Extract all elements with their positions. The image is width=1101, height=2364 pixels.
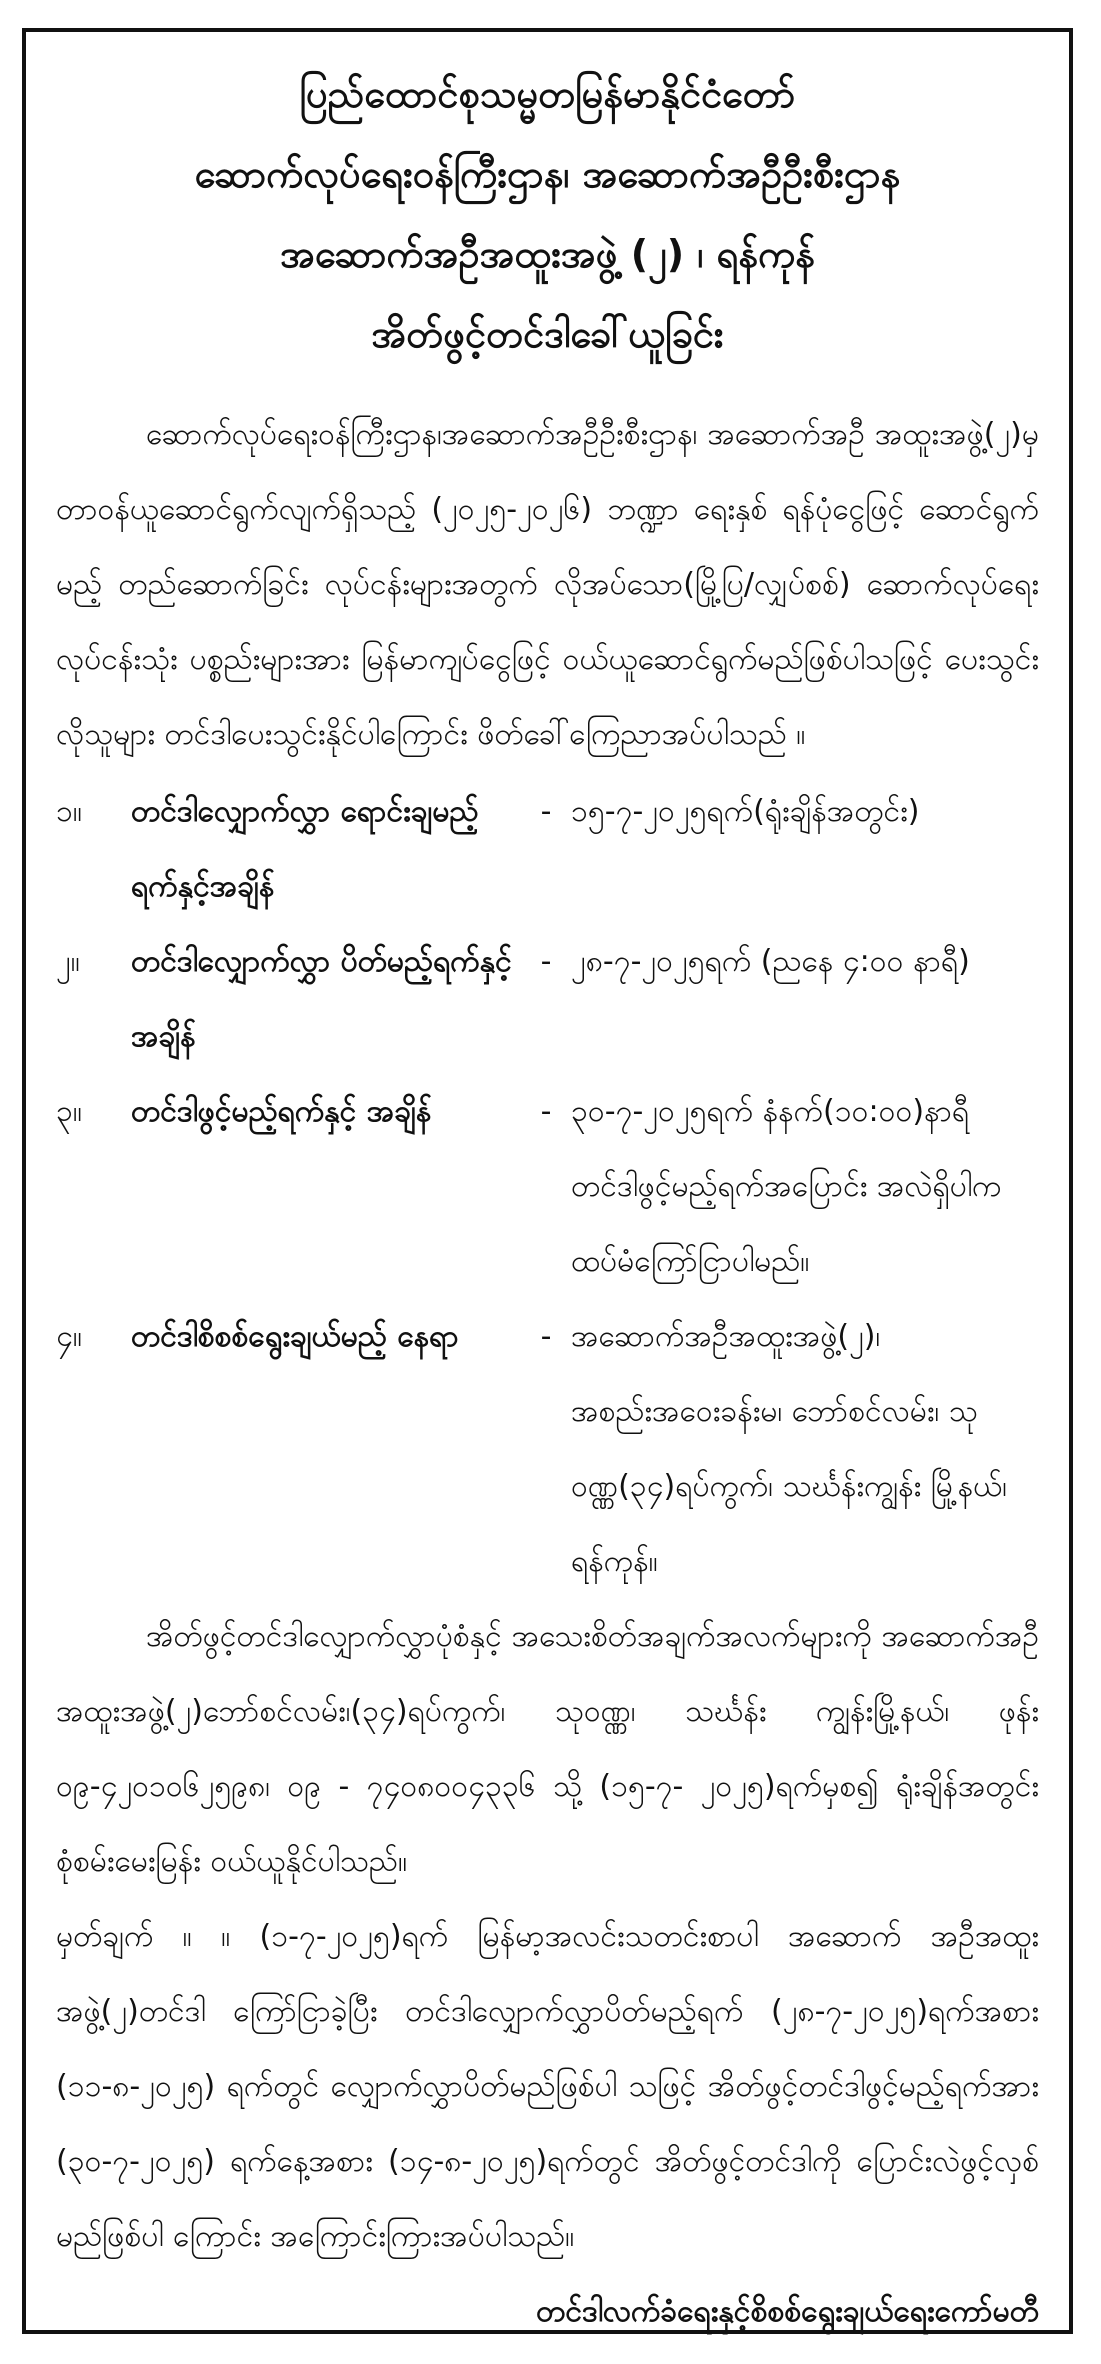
header-line-2: ဆောက်လုပ်ရေးဝန်ကြီးဌာန၊ အဆောက်အဦဦးစီးဌာန bbox=[194, 152, 901, 196]
item-value: အဆောက်အဦအထူးအဖွဲ့(၂)၊ အစည်းအဝေးခန်းမ၊ ဘော်စင်လမ်း၊ သုဝဏ္ဏ(၃၄)ရပ်ကွက်၊ သင်္ဃန်းကျွန်း မြို့နယ်၊ ရန်ကုန်။ bbox=[571, 1319, 1007, 1579]
notice-frame bbox=[22, 28, 1073, 2334]
item-dash: - bbox=[540, 1094, 552, 1129]
schedule-item bbox=[56, 1299, 1039, 1599]
remark-paragraph: မှတ်ချက် ။ ။ (၁-၇-၂၀၂၅)ရက် မြန်မာ့အလင်းသတင်းစာပါ အဆောက် အဦအထူးအဖွဲ့(၂)တင်ဒါ ကြော်ငြာခဲ့ပြီး တင်ဒါလျှောက်လွှာပိတ်မည့်ရက် (၂၈-၇-၂၀၂၅)ရက်အစား (၁၁-၈-၂၀၂၅) ရက်တွင် လျှောက်လွှာပိတ်မည်ဖြစ်ပါ သဖြင့် အိတ်ဖွင့်တင်ဒါဖွင့်မည့်ရက်အား (၃၀-၇-၂၀၂၅) ရက်နေ့အစား (၁၄-၈-၂၀၂၅)ရက်တွင် အိတ်ဖွင့်တင်ဒါကို ပြောင်းလဲဖွင့်လှစ်မည်ဖြစ်ပါ ကြောင်း အကြောင်းကြားအပ်ပါသည်။ bbox=[56, 1919, 1039, 2254]
item-dash: - bbox=[540, 944, 552, 979]
item-label: တင်ဒါလျှောက်လွှာ ပိတ်မည့်ရက်နှင့်အချိန် bbox=[131, 944, 512, 1054]
schedule-item bbox=[56, 1074, 1039, 1299]
item-number: ၁။ bbox=[56, 794, 82, 829]
tender-schedule-list bbox=[56, 774, 1039, 1599]
schedule-item bbox=[56, 774, 1039, 924]
contact-paragraph bbox=[56, 1599, 1039, 1899]
item-label: တင်ဒါလျှောက်လွှာ ရောင်းချမည့်ရက်နှင့်အချိန် bbox=[131, 794, 479, 904]
item-label: တင်ဒါဖွင့်မည့်ရက်နှင့် အချိန် bbox=[131, 1094, 432, 1129]
schedule-item bbox=[56, 924, 1039, 1074]
item-label: တင်ဒါစိစစ်ရွေးချယ်မည့် နေရာ bbox=[131, 1319, 459, 1354]
item-number: ၂။ bbox=[56, 944, 80, 979]
item-number: ၄။ bbox=[56, 1319, 82, 1354]
item-value: ၂၈-၇-၂၀၂၅ရက် (ညနေ ၄:၀၀ နာရီ) bbox=[571, 944, 970, 979]
item-dash: - bbox=[540, 794, 552, 829]
item-value: ၁၅-၇-၂၀၂၅ရက်(ရုံးချိန်အတွင်း) bbox=[571, 794, 920, 829]
contact-text: အိတ်ဖွင့်တင်ဒါလျှောက်လွှာပုံစံနှင့် အသေးစိတ်အချက်အလက်များကို အဆောက်အဦအထူးအဖွဲ့(၂)ဘော်စင်လမ်း၊(၃၄)ရပ်ကွက်၊ သုဝဏ္ဏ၊ သင်္ဃန်း ကျွန်းမြို့နယ်၊ ဖုန်း ၀၉-၄၂၀၁၀၆၂၅၉၈၊ ၀၉ - ၇၄၀၈၀၀၄၃၃၆ သို့ (၁၅-၇- ၂၀၂၅)ရက်မှစ၍ ရုံးချိန်အတွင်း စုံစမ်းမေးမြန်း ဝယ်ယူနိုင်ပါသည်။ bbox=[56, 1619, 1039, 1879]
intro-paragraph bbox=[56, 397, 1039, 772]
notice-header bbox=[26, 32, 1069, 374]
header-line-1: ပြည်ထောင်စုသမ္မတမြန်မာနိုင်ငံတော် bbox=[299, 72, 796, 116]
item-dash: - bbox=[540, 1319, 552, 1354]
header-line-3: အဆောက်အဦအထူးအဖွဲ့ (၂) ၊ ရန်ကုန် bbox=[280, 232, 815, 276]
header-line-4: အိတ်ဖွင့်တင်ဒါခေါ်ယူခြင်း bbox=[371, 312, 724, 356]
item-value: ၃၀-၇-၂၀၂၅ရက် နံနက်(၁၀:၀၀)နာရီ တင်ဒါဖွင့်မည့်ရက်အပြောင်း အလဲရှိပါက ထပ်မံကြော်ငြာပါမည်။ bbox=[571, 1094, 1002, 1279]
intro-text: ဆောက်လုပ်ရေးဝန်ကြီးဌာန၊အဆောက်အဦဦးစီးဌာန၊ အဆောက်အဦ အထူးအဖွဲ့(၂)မှ တာဝန်ယူဆောင်ရွက်လျက်ရှိသည့် (၂၀၂၅-၂၀၂၆) ဘဏ္ဍာ ရေးနှစ် ရန်ပုံငွေဖြင့် ဆောင်ရွက်မည့် တည်ဆောက်ခြင်း လုပ်ငန်းများအတွက် လိုအပ်သော(မြို့ပြ/လျှပ်စစ်) ဆောက်လုပ်ရေးလုပ်ငန်းသုံး ပစ္စည်းများအား မြန်မာကျပ်ငွေဖြင့် ဝယ်ယူဆောင်ရွက်မည်ဖြစ်ပါသဖြင့် ပေးသွင်းလိုသူများ တင်ဒါပေးသွင်းနိုင်ပါကြောင်း ဖိတ်ခေါ်ကြေညာအပ်ပါသည် ။ bbox=[56, 417, 1039, 752]
item-number: ၃။ bbox=[56, 1094, 82, 1129]
notice-body bbox=[56, 397, 1039, 2349]
committee-signature: တင်ဒါလက်ခံရေးနှင့်စိစစ်ရွေးချယ်ရေးကော်မတီ bbox=[536, 2294, 1039, 2329]
